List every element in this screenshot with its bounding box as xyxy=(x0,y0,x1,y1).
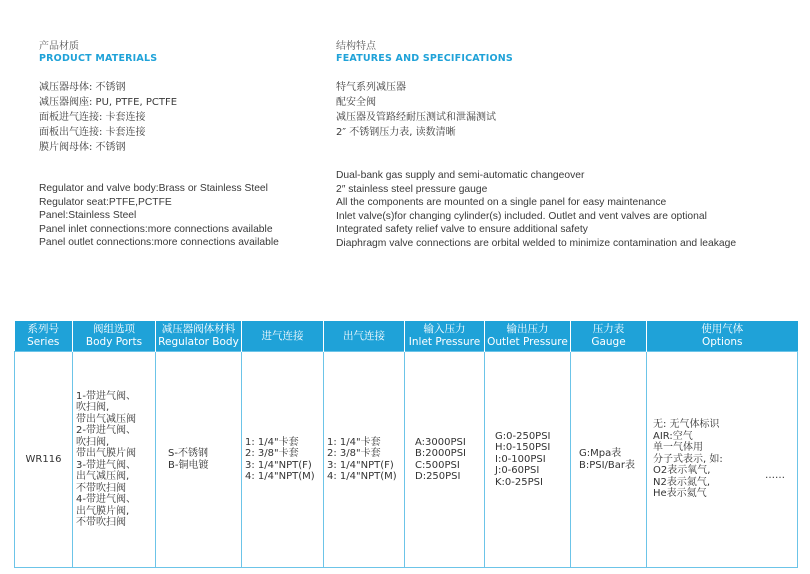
header-cn: 压力表 xyxy=(592,323,625,335)
features-list-cn xyxy=(336,80,496,140)
cell-line: 4: 1/4"NPT(M) xyxy=(245,471,315,482)
material-item: Panel:Stainless Steel xyxy=(39,210,137,222)
header-cn: 减压器阀体材料 xyxy=(161,323,236,335)
cell-line: C:500PSI xyxy=(415,459,460,471)
cell-line: 3-带进气阀、 xyxy=(76,459,136,471)
header-outlet xyxy=(324,321,405,352)
cell-line: 不带吹扫阀 xyxy=(76,517,126,528)
header-en: Inlet Pressure xyxy=(408,336,481,348)
cell-line: G:Mpa表 xyxy=(579,448,622,459)
cell-line: 分子式表示, 如: xyxy=(653,453,723,465)
cell-line: H:0-150PSI xyxy=(495,442,551,454)
feature-item: 2″ stainless steel pressure gauge xyxy=(336,183,488,195)
materials-title: PRODUCT MATERIALS xyxy=(39,53,158,64)
cell-line: S-不锈钢 xyxy=(168,448,208,459)
cell-line: 3: 1/4"NPT(F) xyxy=(327,459,394,471)
cell-line: 带出气膜片阀 xyxy=(76,448,136,459)
cell-line: D:250PSI xyxy=(415,471,461,482)
cell-line: 2: 3/8"卡套 xyxy=(327,448,381,459)
header-cn: 进气连接 xyxy=(261,329,304,342)
header-en: Options xyxy=(701,336,743,348)
cell-line: O2表示氧气, xyxy=(653,465,711,477)
material-item: 减压器母体: 不锈钢 xyxy=(39,82,126,93)
header-body-ports xyxy=(73,321,156,352)
cell-line: B:PSI/Bar表 xyxy=(579,459,636,471)
material-item: Panel inlet connections:more connections available xyxy=(39,223,273,235)
cell-line: 不带吹扫阀 xyxy=(76,482,126,494)
cell-line: 单一气体用 xyxy=(653,442,703,454)
cell-inlet-pressure xyxy=(405,352,485,568)
options-more: …… xyxy=(765,469,785,481)
header-en: Outlet Pressure xyxy=(487,336,568,348)
header-series xyxy=(15,321,73,352)
material-item: Panel outlet connections:more connections available xyxy=(39,237,279,249)
cell-line: J:0-60PSI xyxy=(495,465,540,477)
material-item: Regulator and valve body:Brass or Stainless Steel xyxy=(39,183,268,194)
cell-line: 4: 1/4"NPT(M) xyxy=(327,471,397,482)
cell-inlet xyxy=(242,352,324,568)
cell-line: 带出气减压阀 xyxy=(76,413,136,425)
materials-list-cn xyxy=(39,80,177,155)
header-cn: 阀组选项 xyxy=(93,323,135,335)
feature-item: 2″ 不锈钢压力表, 读数清晰 xyxy=(336,127,456,138)
cell-line: 1: 1/4"卡套 xyxy=(245,436,299,448)
cell-line: AIR:空气 xyxy=(653,430,693,442)
cell-line: 吹扫阀, xyxy=(76,402,110,413)
header-inlet-pressure xyxy=(405,321,485,352)
feature-item: 特气系列减压器 xyxy=(336,82,406,93)
cell-line: A:3000PSI xyxy=(415,436,466,448)
features-label-cn: 结构特点 xyxy=(336,41,376,52)
header-options xyxy=(647,321,798,352)
feature-item: Inlet valve(s)for changing cylinder(s) included. Outlet and vent valves are optional xyxy=(336,210,707,222)
cell-line: 1: 1/4"卡套 xyxy=(327,436,381,448)
options-list xyxy=(653,419,794,500)
cell-line: 4-带进气阀、 xyxy=(76,494,136,505)
header-en: Gauge xyxy=(591,336,626,348)
cell-line: 出气膜片阀, xyxy=(76,505,130,517)
header-cn: 出气连接 xyxy=(343,329,385,342)
cell-line: B:2000PSI xyxy=(415,448,467,459)
header-cn: 输入压力 xyxy=(423,323,466,335)
table-row xyxy=(15,352,798,568)
cell-outlet xyxy=(324,352,405,568)
feature-item: All the components are mounted on a single panel for easy maintenance xyxy=(336,197,667,209)
features-title: FEATURES AND SPECIFICATIONS xyxy=(336,53,513,64)
header-outlet-pressure xyxy=(485,321,571,352)
feature-item: 减压器及管路经耐压测试和泄漏测试 xyxy=(336,112,496,123)
cell-body-ports xyxy=(73,352,156,568)
cell-gauge xyxy=(571,352,647,568)
material-item: 膜片阀母体: 不锈钢 xyxy=(39,142,126,153)
cell-series: WR116 xyxy=(15,352,73,568)
table-header-row xyxy=(15,321,798,352)
cell-line: I:0-100PSI xyxy=(495,453,546,465)
materials-list-en xyxy=(39,182,279,250)
header-regulator-body xyxy=(156,321,242,352)
feature-item: 配安全阀 xyxy=(336,97,376,108)
cell-line: 1-带进气阀、 xyxy=(76,390,136,402)
cell-line: 吹扫阀, xyxy=(76,436,110,448)
feature-item: Diaphragm valve connections are orbital welded to minimize contamination and leakage xyxy=(336,237,737,249)
header-gauge xyxy=(571,321,647,352)
cell-line: G:0-250PSI xyxy=(495,430,551,442)
cell-outlet-pressure xyxy=(485,352,571,568)
cell-line: N2表示氮气, xyxy=(653,476,711,488)
cell-line: He表示氦气 xyxy=(653,488,707,500)
material-item: 减压器阀座: PU, PTFE, PCTFE xyxy=(39,97,178,108)
cell-line: 2: 3/8"卡套 xyxy=(245,448,299,459)
material-item: 面板进气连接: 卡套连接 xyxy=(39,112,146,123)
header-cn: 输出压力 xyxy=(506,323,549,335)
header-en: Body Ports xyxy=(85,336,143,348)
feature-item: Integrated safety relief valve to ensure additional safety xyxy=(336,224,588,236)
header-inlet xyxy=(242,321,324,352)
cell-line: 无: 无气体标识 xyxy=(653,419,720,431)
features-list-en xyxy=(336,169,736,251)
cell-regulator-body xyxy=(156,352,242,568)
cell-line: 出气减压阀, xyxy=(76,471,130,482)
cell-line: B-铜电镀 xyxy=(168,459,209,471)
feature-item: Dual-bank gas supply and semi-automatic changeover xyxy=(336,170,585,181)
header-cn: 使用气体 xyxy=(701,323,744,335)
materials-label-cn: 产品材质 xyxy=(39,41,79,52)
material-item: 面板出气连接: 卡套连接 xyxy=(39,127,146,138)
cell-line: 2-带进气阀、 xyxy=(76,425,136,436)
header-en: Series xyxy=(27,336,60,348)
material-item: Regulator seat:PTFE,PCTFE xyxy=(39,196,172,208)
cell-line: K:0-25PSI xyxy=(495,476,543,488)
header-cn: 系列号 xyxy=(27,323,59,335)
header-en: Regulator Body xyxy=(158,336,239,348)
cell-line: 3: 1/4"NPT(F) xyxy=(245,459,312,471)
cell-options xyxy=(647,352,798,568)
spec-table xyxy=(14,321,798,568)
